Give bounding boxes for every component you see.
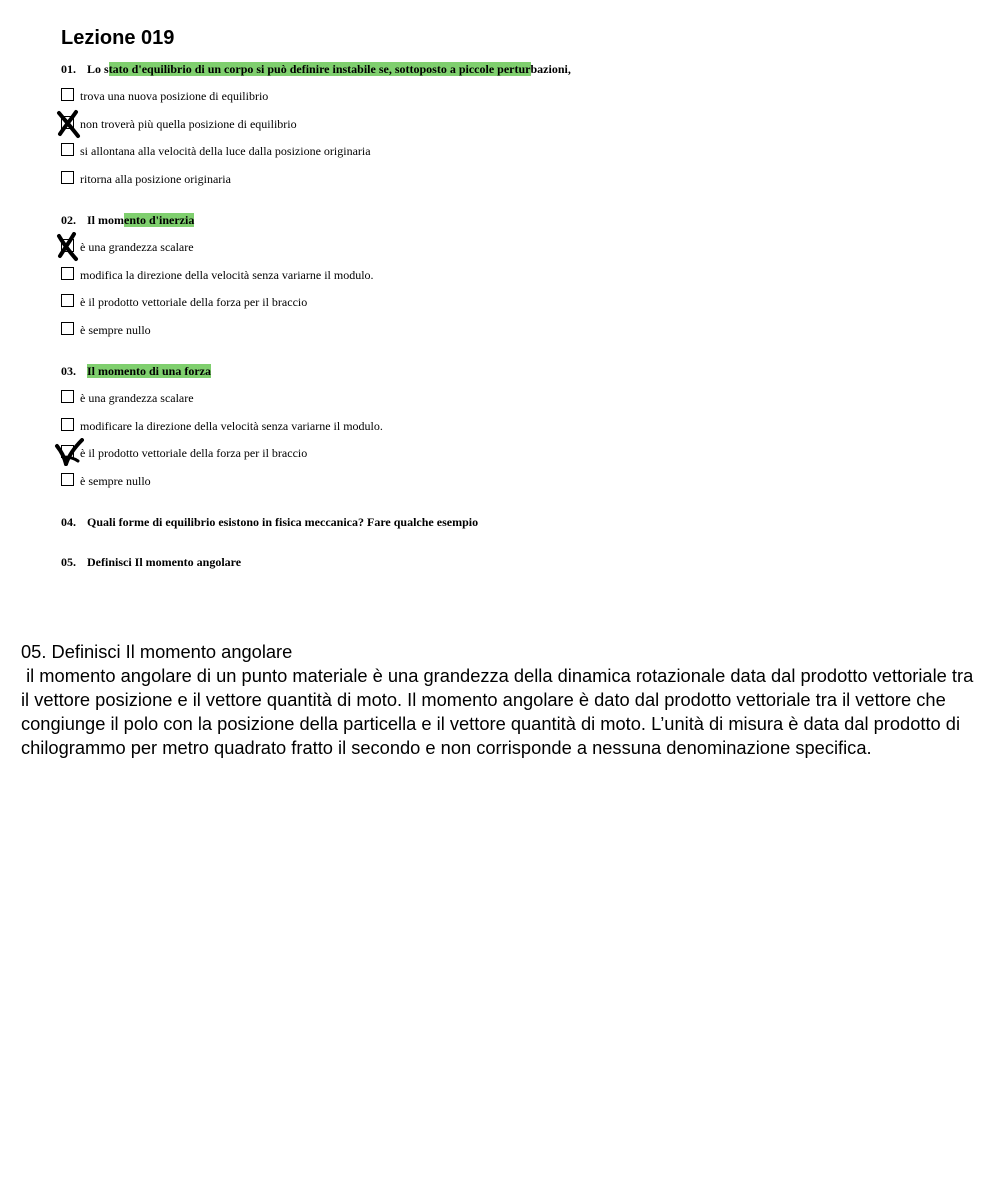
question-01 (61, 61, 571, 77)
question-number: 01. (61, 62, 76, 76)
option-text: non troverà più quella posizione di equilibrio (80, 117, 297, 131)
question-number: 03. (61, 364, 76, 378)
question-number: 02. (61, 213, 76, 227)
option-text: è sempre nullo (80, 323, 151, 337)
answer-heading: 05. Definisci Il momento angolare (21, 641, 293, 662)
option-text: trova una nuova posizione di equilibrio (80, 89, 269, 103)
checkbox[interactable] (61, 171, 74, 184)
checkbox[interactable] (61, 322, 74, 335)
question-number: 05. (61, 555, 76, 569)
checkbox[interactable] (61, 390, 74, 403)
checkbox[interactable] (61, 143, 74, 156)
answer-body: il momento angolare di un punto materiale è una grandezza della dinamica rotazionale data dal prodotto vettoriale tra il vettore posizione e il vettore quantità di moto. Il momento angolare è dato dal prodotto vettoriale tra il vettore che congiunge il polo con la posizione della particella e il vettore quantità di moto. L’unità di misura è data dal prodotto di chilogrammo per metro quadrato fratto il secondo e non corrisponde a nessuna denominazione specifica. (21, 665, 979, 758)
option-text: è il prodotto vettoriale della forza per il braccio (80, 295, 308, 309)
option-text: è sempre nullo (80, 474, 151, 488)
answer-block (21, 640, 981, 760)
checkbox[interactable] (61, 267, 74, 280)
question-text: Definisci Il momento angolare (87, 555, 242, 569)
option-text: ritorna alla posizione originaria (80, 172, 231, 186)
option-text: è una grandezza scalare (80, 240, 194, 254)
checkbox[interactable] (61, 418, 74, 431)
question-text-highlight: tato d'equilibrio di un corpo si può definire instabile se, sottoposto a piccole pertur (108, 62, 531, 76)
question-05 (61, 554, 241, 570)
question-03 (61, 363, 211, 379)
question-number: 04. (61, 515, 76, 529)
question-text-highlight: Il momento di una forza (87, 364, 211, 378)
question-text-start: Lo s (87, 62, 109, 76)
option-text: è il prodotto vettoriale della forza per il braccio (80, 446, 308, 460)
question-text: Quali forme di equilibrio esistono in fisica meccanica? Fare qualche esempio (87, 515, 479, 529)
question-04 (61, 514, 478, 530)
checkbox[interactable] (61, 239, 74, 252)
question-text-highlight: ento d'inerzia (124, 213, 195, 227)
option-text: modifica la direzione della velocità senza variarne il modulo. (80, 268, 374, 282)
question-text-start: Il mom (87, 213, 124, 227)
checkbox[interactable] (61, 445, 74, 458)
checkbox[interactable] (61, 88, 74, 101)
question-text-end: bazioni, (530, 62, 571, 76)
option-text: si allontana alla velocità della luce dalla posizione originaria (80, 144, 371, 158)
option-text: è una grandezza scalare (80, 391, 194, 405)
option-text: modificare la direzione della velocità senza variarne il modulo. (80, 419, 383, 433)
checkbox[interactable] (61, 473, 74, 486)
checkbox[interactable] (61, 294, 74, 307)
checkbox[interactable] (61, 116, 74, 129)
question-02 (61, 212, 194, 228)
lesson-title: Lezione 019 (61, 27, 175, 49)
